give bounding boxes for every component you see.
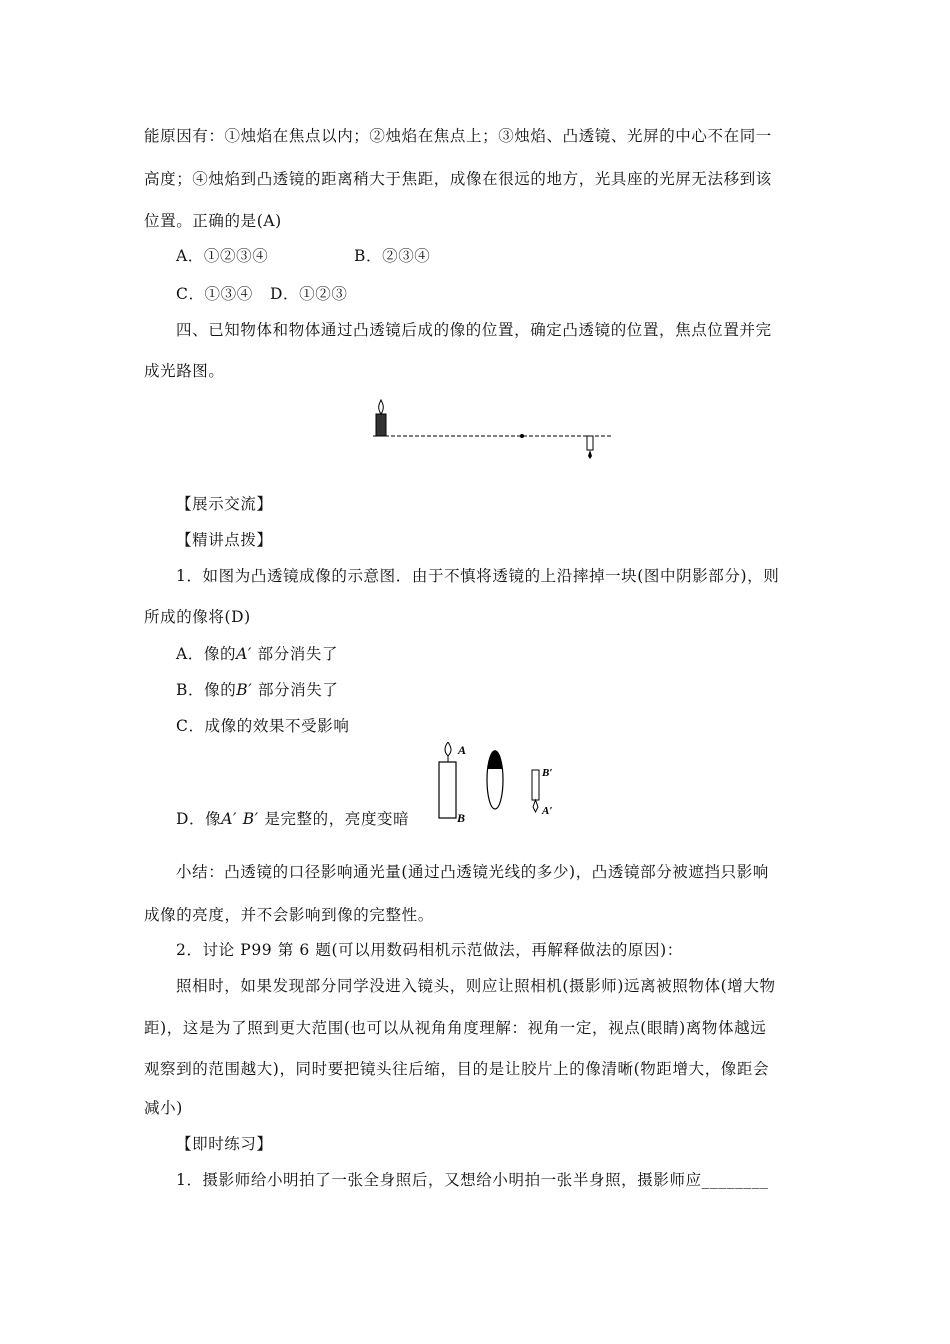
q3-text-line-3: 位置。正确的是(A): [144, 212, 282, 230]
q3-option-a: A．①②③④: [176, 247, 269, 265]
e1-option-c: C．成像的效果不受影响: [176, 717, 350, 735]
summary-line-1: 小结：凸透镜的口径影响通光量(通过凸透镜光线的多少)，凸透镜部分被遮挡只影响: [176, 863, 769, 881]
optical-axis-figure: [365, 396, 620, 462]
candle-ab: [439, 742, 456, 818]
e2-text-line-4: 减小): [144, 1099, 183, 1117]
e2-text-line-1: 照相时，如果发现部分同学没进入镜头，则应让照相机(摄影师)远离被照物体(增大物: [176, 977, 776, 995]
e1-option-a-post: 部分消失了: [257, 645, 339, 663]
e1-option-b-post: 部分消失了: [257, 681, 339, 699]
lens-imaging-figure: [432, 742, 568, 826]
e2-text-line-2: 距)，这是为了照到更大范围(也可以从视角角度理解：视角一定，视点(眼睛)离物体越远: [144, 1019, 767, 1037]
section-show-exchange: 【展示交流】: [176, 495, 273, 513]
e1-option-d: [176, 809, 409, 829]
summary-line-2: 成像的亮度，并不会影响到像的完整性。: [144, 906, 434, 924]
e1-option-d-pre: D．像: [176, 810, 222, 828]
label-a: A: [458, 743, 467, 757]
p1-text-line-1: 1．摄影师给小明拍了一张全身照后，又想给小明拍一张半身照，摄影师应________: [176, 1171, 769, 1189]
e1-option-b: [176, 680, 338, 700]
candle-object: [376, 400, 386, 436]
label-a-prime: A′: [542, 805, 553, 817]
e2-text-line-3: 观察到的范围越大)，同时要把镜头往后缩，目的是让胶片上的像清晰(物距增大，像距会: [144, 1060, 770, 1078]
lens-broken-shade: [488, 750, 503, 769]
label-b: B: [457, 811, 466, 825]
e1-option-a-var: A′: [236, 645, 253, 663]
e1-option-b-pre: B．像的: [176, 681, 237, 699]
q3-text-line-2: 高度；④烛焰到凸透镜的距离稍大于焦距，成像在很远的地方，光具座的光屏无法移到该: [144, 170, 772, 188]
e1-option-a: [176, 644, 338, 664]
e1-option-d-var2: B′: [242, 810, 259, 828]
q3-option-d: D．①②③: [270, 285, 348, 303]
convex-lens: [487, 750, 503, 809]
e1-option-d-post: 是完整的，亮度变暗: [264, 810, 410, 828]
q3-option-b: B．②③④: [354, 247, 431, 265]
axis-point: [520, 434, 524, 438]
e1-option-d-var1: A′: [221, 810, 238, 828]
e2-title: 2．讨论 P99 第 6 题(可以用数码相机示范做法，再解释做法的原因)：: [176, 941, 683, 959]
section-key-explanation: 【精讲点拨】: [176, 531, 273, 549]
q4-text-line-2: 成光路图。: [144, 362, 225, 380]
q4-text-line-1: 四、已知物体和物体通过凸透镜后成的像的位置，确定凸透镜的位置，焦点位置并完: [176, 321, 772, 339]
e1-option-a-pre: A．像的: [176, 645, 237, 663]
q3-text-line-1: 能原因有：①烛焰在焦点以内；②烛焰在焦点上；③烛焰、凸透镜、光屏的中心不在同一: [144, 127, 772, 145]
label-b-prime: B′: [542, 767, 553, 779]
e1-text-line-2: 所成的像将(D): [144, 608, 251, 626]
section-practice: 【即时练习】: [176, 1135, 273, 1153]
e1-text-line-1: 1．如图为凸透镜成像的示意图．由于不慎将透镜的上沿摔掉一块(图中阴影部分)，则: [176, 567, 780, 585]
inverted-image: [587, 436, 593, 459]
image-a-b-prime: [532, 770, 539, 812]
q3-option-c: C．①③④: [176, 285, 253, 303]
e1-option-b-var: B′: [236, 681, 253, 699]
